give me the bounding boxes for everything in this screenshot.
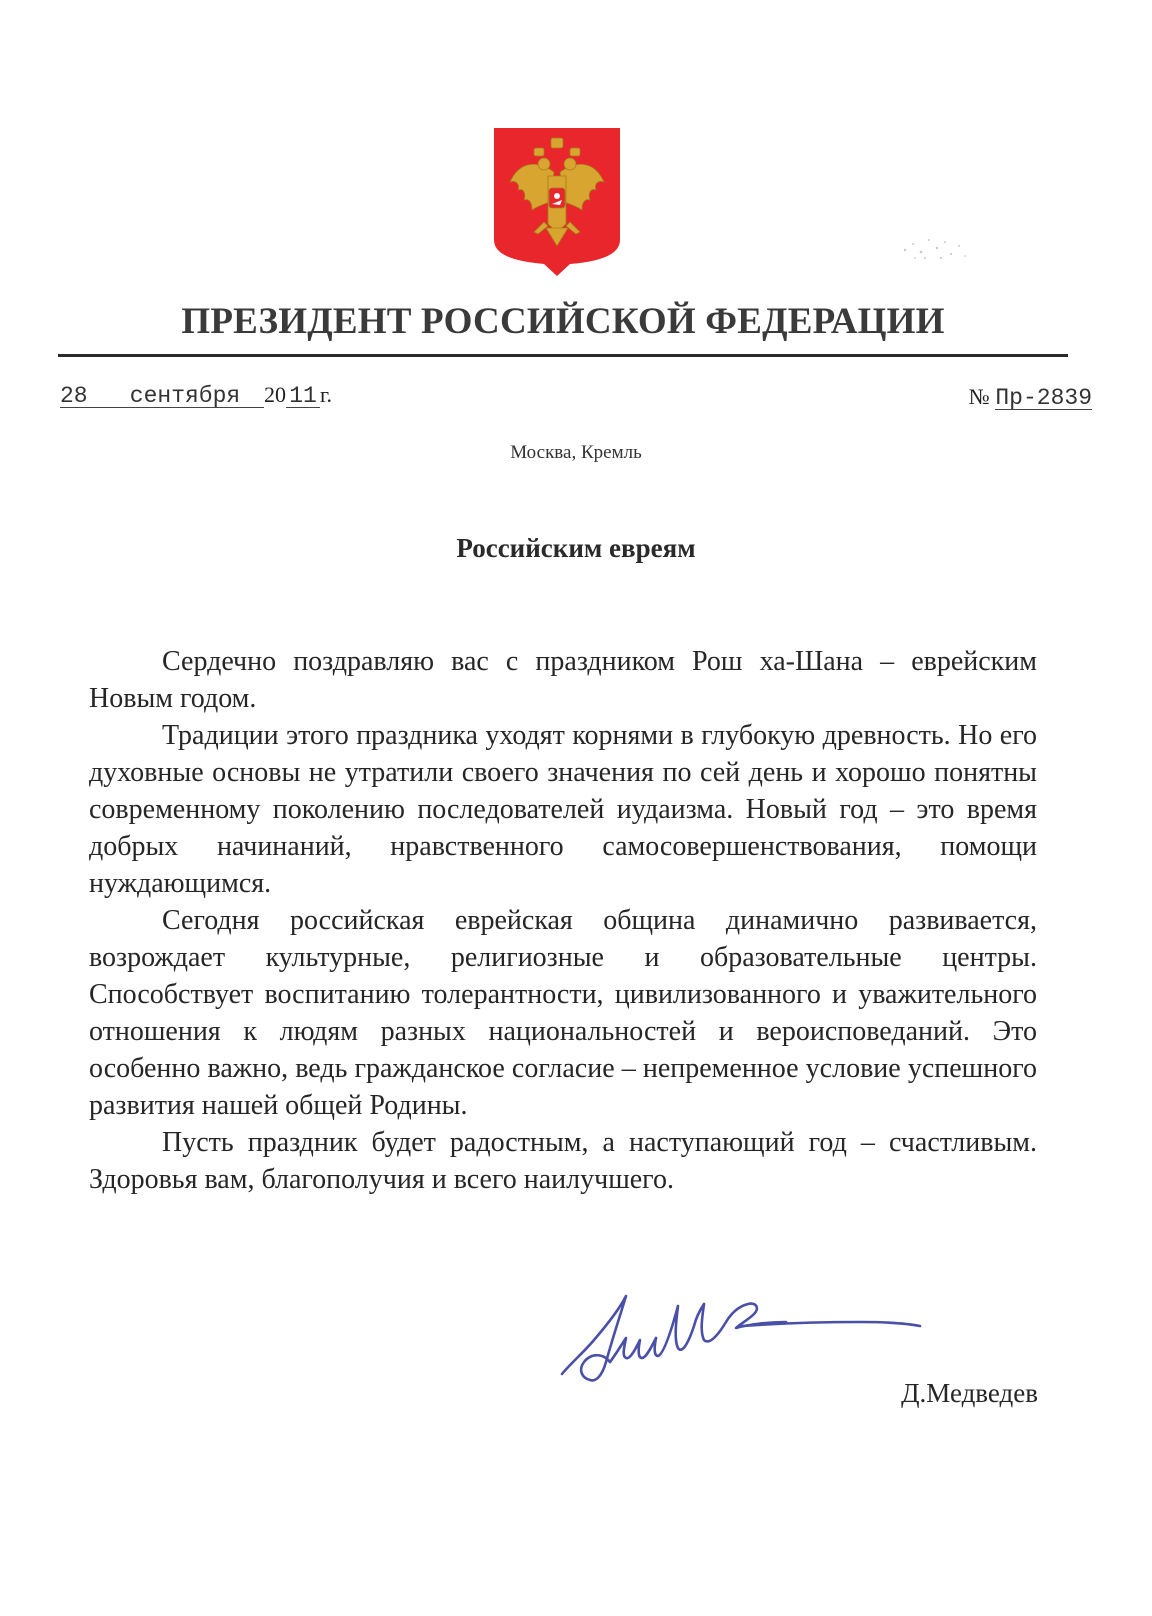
letter-body <box>89 643 1037 1198</box>
addressee: Российским евреям <box>456 533 696 563</box>
date-day: 28 <box>60 385 106 408</box>
signer-name: Д.Медведев <box>901 1378 1038 1408</box>
number-sign: № <box>968 384 990 409</box>
place-of-issue: Москва, Кремль <box>510 442 642 463</box>
coat-of-arms-emblem <box>494 128 620 278</box>
paragraph: Пусть праздник будет радостным, а наступающий год – счастливым. Здоровья вам, благополучия и всего наилучшего. <box>89 1127 1037 1195</box>
faint-stamp-mark <box>895 228 975 268</box>
date-month: сентября <box>106 385 264 408</box>
heading-divider <box>58 354 1068 357</box>
document-number <box>969 384 1092 410</box>
date-year-unit: г. <box>320 382 333 407</box>
date-year-suffix: 11 <box>286 385 320 408</box>
paragraph: Традиции этого праздника уходят корнями в глубокую древность. Но его духовные основы не утратили своего значения по сей день и хорошо понятны современному поколению последователей иудаизма. Новый год – это время добрых начинаний, нравственного самосовершенствования, помощи нуждающимся. <box>89 720 1037 899</box>
number-value: Пр-2839 <box>995 385 1092 411</box>
paragraph: Сердечно поздравляю вас с праздником Рош ха-Шана – еврейским Новым годом. <box>89 646 1037 714</box>
date-year-prefix: 20 <box>264 382 286 407</box>
document-heading: ПРЕЗИДЕНТ РОССИЙСКОЙ ФЕДЕРАЦИИ <box>181 301 945 342</box>
paragraph: Сегодня российская еврейская община динамично развивается, возрождает культурные, религиозные и образовательные центры. Способствует воспитанию толерантности, цивилизованного и уважительного отношения к людям разных национальностей и вероисповеданий. Это особенно важно, ведь гражданское согласие – непременное условие успешного развития нашей общей Родины. <box>89 905 1037 1121</box>
handwritten-signature <box>560 1282 960 1402</box>
document-date <box>60 382 332 409</box>
